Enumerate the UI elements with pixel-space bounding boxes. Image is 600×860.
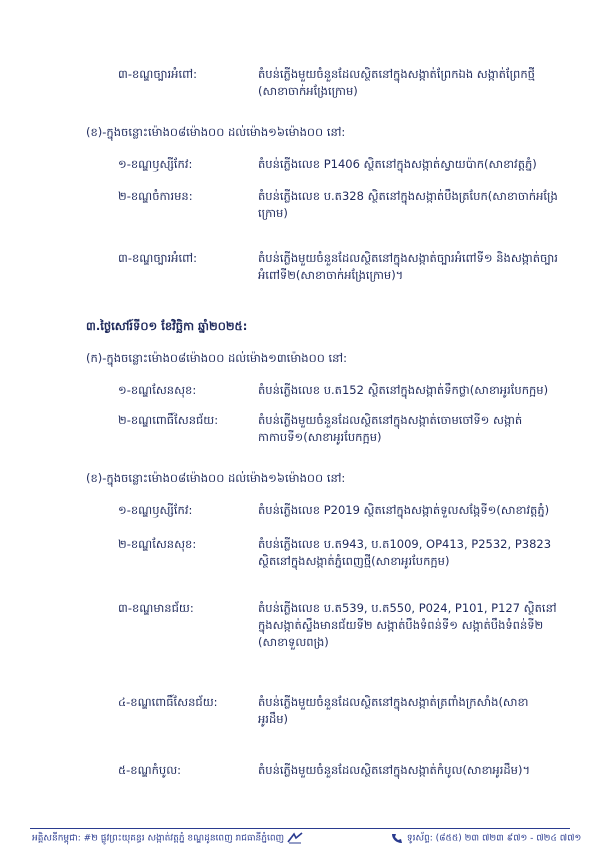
area-description: តំបន់ភ្លើងលេខ P2019 ស្ថិតនៅក្នុងសង្កាត់ទួលសង្កែទី១(សាខាវត្តភ្នំ) — [258, 503, 550, 517]
district-label: ៣-ខណ្ឌច្បារអំពៅ: — [118, 67, 197, 81]
area-description: តំបន់ភ្លើងលេខ ប.ត539, ប.ត550, P024, P101, P127 ស្ថិតនៅក្នុងសង្កាត់ស្ទឹងមានជ័យទី២ សង្កាត់បឹងទំពន់ទី១ សង្កាត់បឹងទំពន់ទី២ (សាខាទួលពង្រ) — [258, 601, 557, 649]
footer-address — [32, 832, 303, 846]
time-range-heading: (ខ)-ក្នុងចន្លោះម៉ោង០៨ម៉ោង០០ ដល់ម៉ោង១៦ម៉ោង០០ នៅ: — [86, 471, 346, 485]
time-range-heading: (ខ)-ក្នុងចន្លោះម៉ោង០៨ម៉ោង០០ ដល់ម៉ោង១៦ម៉ោង០០ នៅ: — [86, 125, 346, 139]
area-description: តំបន់ភ្លើងមួយចំនួនដែលស្ថិតនៅក្នុងសង្កាត់ច្បារអំពៅទី១ និងសង្កាត់ច្បារអំពៅទី២(សាខាចាក់អង្រែក្រោម)។ — [258, 251, 558, 282]
district-label: ២-ខណ្ឌសែនសុខ: — [118, 537, 197, 551]
area-description: តំបន់ភ្លើងលេខ P1406 ស្ថិតនៅក្នុងសង្កាត់ស្វាយប៉ាក(សាខាវត្តភ្នំ) — [258, 157, 537, 171]
area-description: តំបន់ភ្លើងមួយចំនួនដែលស្ថិតនៅក្នុងសង្កាត់ចោមចៅទី១ សង្កាត់កាកាបទី១(សាខាអូរបែកក្អម) — [258, 413, 523, 444]
area-description: តំបន់ភ្លើងលេខ ប.ត943, ប.ត1009, OP413, P2532, P3823 ស្ថិតនៅក្នុងសង្កាត់ភ្នំពេញថ្មី(សាខាអូរបែកក្អម) — [258, 537, 552, 568]
phone-icon — [390, 832, 404, 844]
district-label: ២-ខណ្ឌពោធិ៍សែនជ័យ: — [118, 413, 219, 427]
footer-phone-text: ទូរស័ព្ទ: (៨៥៥) ២៣ ៧២៣ ៩៧១ - ៧២៤ ៧៧១ — [406, 833, 582, 844]
district-label: ១-ខណ្ឌឫស្សីកែវ: — [118, 157, 193, 171]
area-description: តំបន់ភ្លើងលេខ ប.ត152 ស្ថិតនៅក្នុងសង្កាត់ទឹកថ្លា(សាខាអូរបែកក្អម) — [258, 383, 549, 397]
footer-divider — [30, 828, 570, 829]
district-label: ១-ខណ្ឌសែនសុខ: — [118, 383, 197, 397]
district-label: ៣-ខណ្ឌច្បារអំពៅ: — [118, 251, 197, 265]
district-label: ១-ខណ្ឌឫស្សីកែវ: — [118, 503, 193, 517]
logo-mark-icon — [287, 832, 303, 844]
footer-address-text: អគ្គិសនីកម្ពុជា: #២ ផ្លូវព្រះយុគន្ធរ សង្កាត់វត្តភ្នំ ខណ្ឌដូនពេញ រាជធានីភ្នំពេញ — [32, 833, 285, 844]
district-label: ៤-ខណ្ឌពោធិ៍សែនជ័យ: — [118, 695, 218, 709]
district-label: ៣-ខណ្ឌមានជ័យ: — [118, 601, 194, 615]
area-description: តំបន់ភ្លើងមួយចំនួនដែលស្ថិតនៅក្នុងសង្កាត់កំបូល(សាខាអូរដឹម)។ — [258, 763, 531, 777]
footer-phone — [390, 832, 581, 846]
date-heading: ៣.ថ្ងៃសៅរ៍ទី០១ ខែវិច្ឆិកា ឆ្នាំ២០២៥: — [86, 319, 248, 333]
district-label: ២-ខណ្ឌចំការមន: — [118, 189, 193, 203]
area-description: តំបន់ភ្លើងមួយចំនួនដែលស្ថិតនៅក្នុងសង្កាត់ត្រពាំងក្រសាំង(សាខាអូរដឹម) — [258, 695, 529, 726]
district-label: ៥-ខណ្ឌកំបូល: — [118, 763, 182, 777]
time-range-heading: (ក)-ក្នុងចន្លោះម៉ោង០៨ម៉ោង០០ ដល់ម៉ោង១៣ម៉ោង០០ នៅ: — [86, 351, 347, 365]
area-description: តំបន់ភ្លើងលេខ ប.ត328 ស្ថិតនៅក្នុងសង្កាត់បឹងត្របែក(សាខាចាក់អង្រែក្រោម) — [258, 189, 558, 220]
area-description: តំបន់ភ្លើងមួយចំនួនដែលស្ថិតនៅក្នុងសង្កាត់ព្រែកឯង សង្កាត់ព្រែកថ្មី (សាខាចាក់អង្រែក្រោម) — [258, 67, 535, 98]
